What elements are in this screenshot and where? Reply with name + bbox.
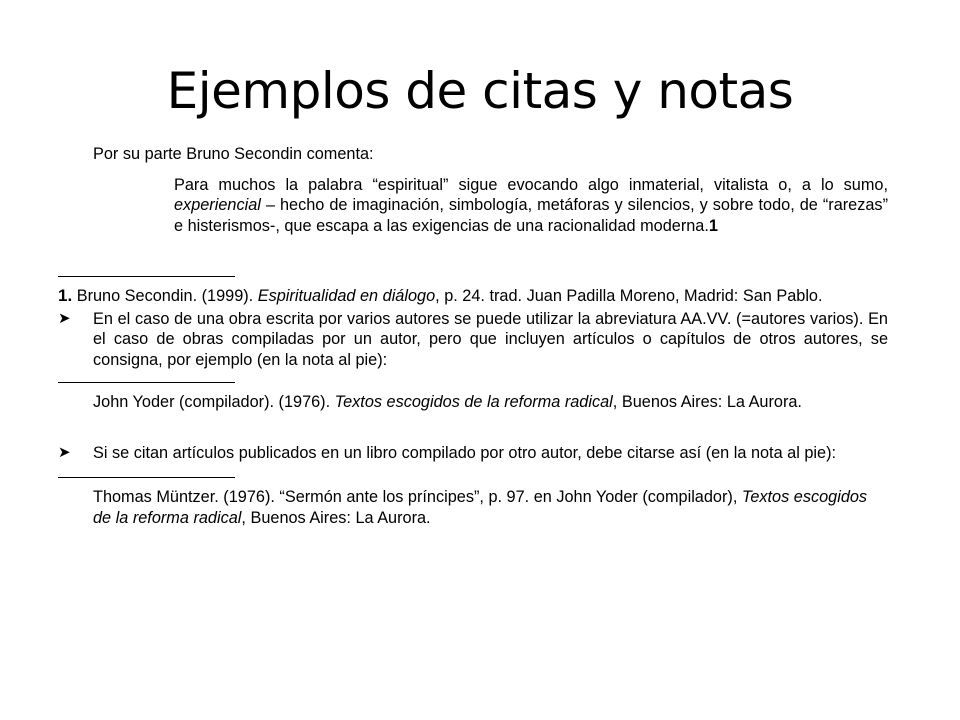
reference-example-1 [58,392,888,413]
bullet-item-compiled-articles [58,443,888,464]
arrow-bullet-icon: ➤ [58,309,71,327]
slide-title: Ejemplos de citas y notas [166,62,794,120]
slide-body [58,144,888,528]
reference-example-2 [58,487,888,528]
footnote-number: 1. [58,286,73,305]
reference-book-title: Textos escogidos de la reforma radical [93,488,868,527]
footnote-book-title: Espiritualidad en diálogo [257,287,436,305]
reference-text-cont: , Buenos Aires: La Aurora. [612,393,802,411]
reference-text-cont: , Buenos Aires: La Aurora. [241,508,431,527]
footnote-text: Bruno Secondin. (1999). [72,287,258,305]
footnote-separator [58,266,888,286]
quote-text-cont: – hecho de imaginación, simbología, metáforas y silencios, y sobre todo, de “rarezas” e histerismos-, que escapa a las exigencias de una racionalidad moderna. [174,196,888,235]
reference-text: Thomas Müntzer. (1976). “Sermón ante los príncipes”, p. 97. en John Yoder (compilador), [93,488,742,506]
footnote-text-cont: , p. 24. trad. Juan Padilla Moreno, Madrid: San Pablo. [435,287,823,305]
quote-text: Para muchos la palabra “espiritual” sigue evocando algo inmaterial, vitalista o, a lo sumo, [174,175,888,194]
footnote-separator [58,372,888,392]
intro-text: Por su parte Bruno Secondin comenta: [93,145,374,163]
quote-emphasis: experiencial [174,196,261,214]
reference-text: John Yoder (compilador). (1976). [93,393,335,411]
bullet-item-multiple-authors [58,309,888,371]
block-quote [58,175,888,237]
arrow-bullet-icon: ➤ [58,443,71,461]
reference-book-title: Textos escogidos de la reforma radical [334,393,613,411]
bullet-text: En el caso de una obra escrita por varios autores se puede utilizar la abreviatura AA.VV. (=autores varios). En el caso de obras compiladas por un autor, pero que incluyen artículos o capítulos de otros autores, se consigna, por ejemplo (en la nota al pie): [93,309,888,369]
bullet-text: Si se citan artículos publicados en un libro compilado por otro autor, debe citarse así (en la nota al pie): [93,443,837,462]
footnote-separator [58,467,888,487]
footnote-marker: 1 [708,216,718,235]
footnote-1 [58,286,888,307]
